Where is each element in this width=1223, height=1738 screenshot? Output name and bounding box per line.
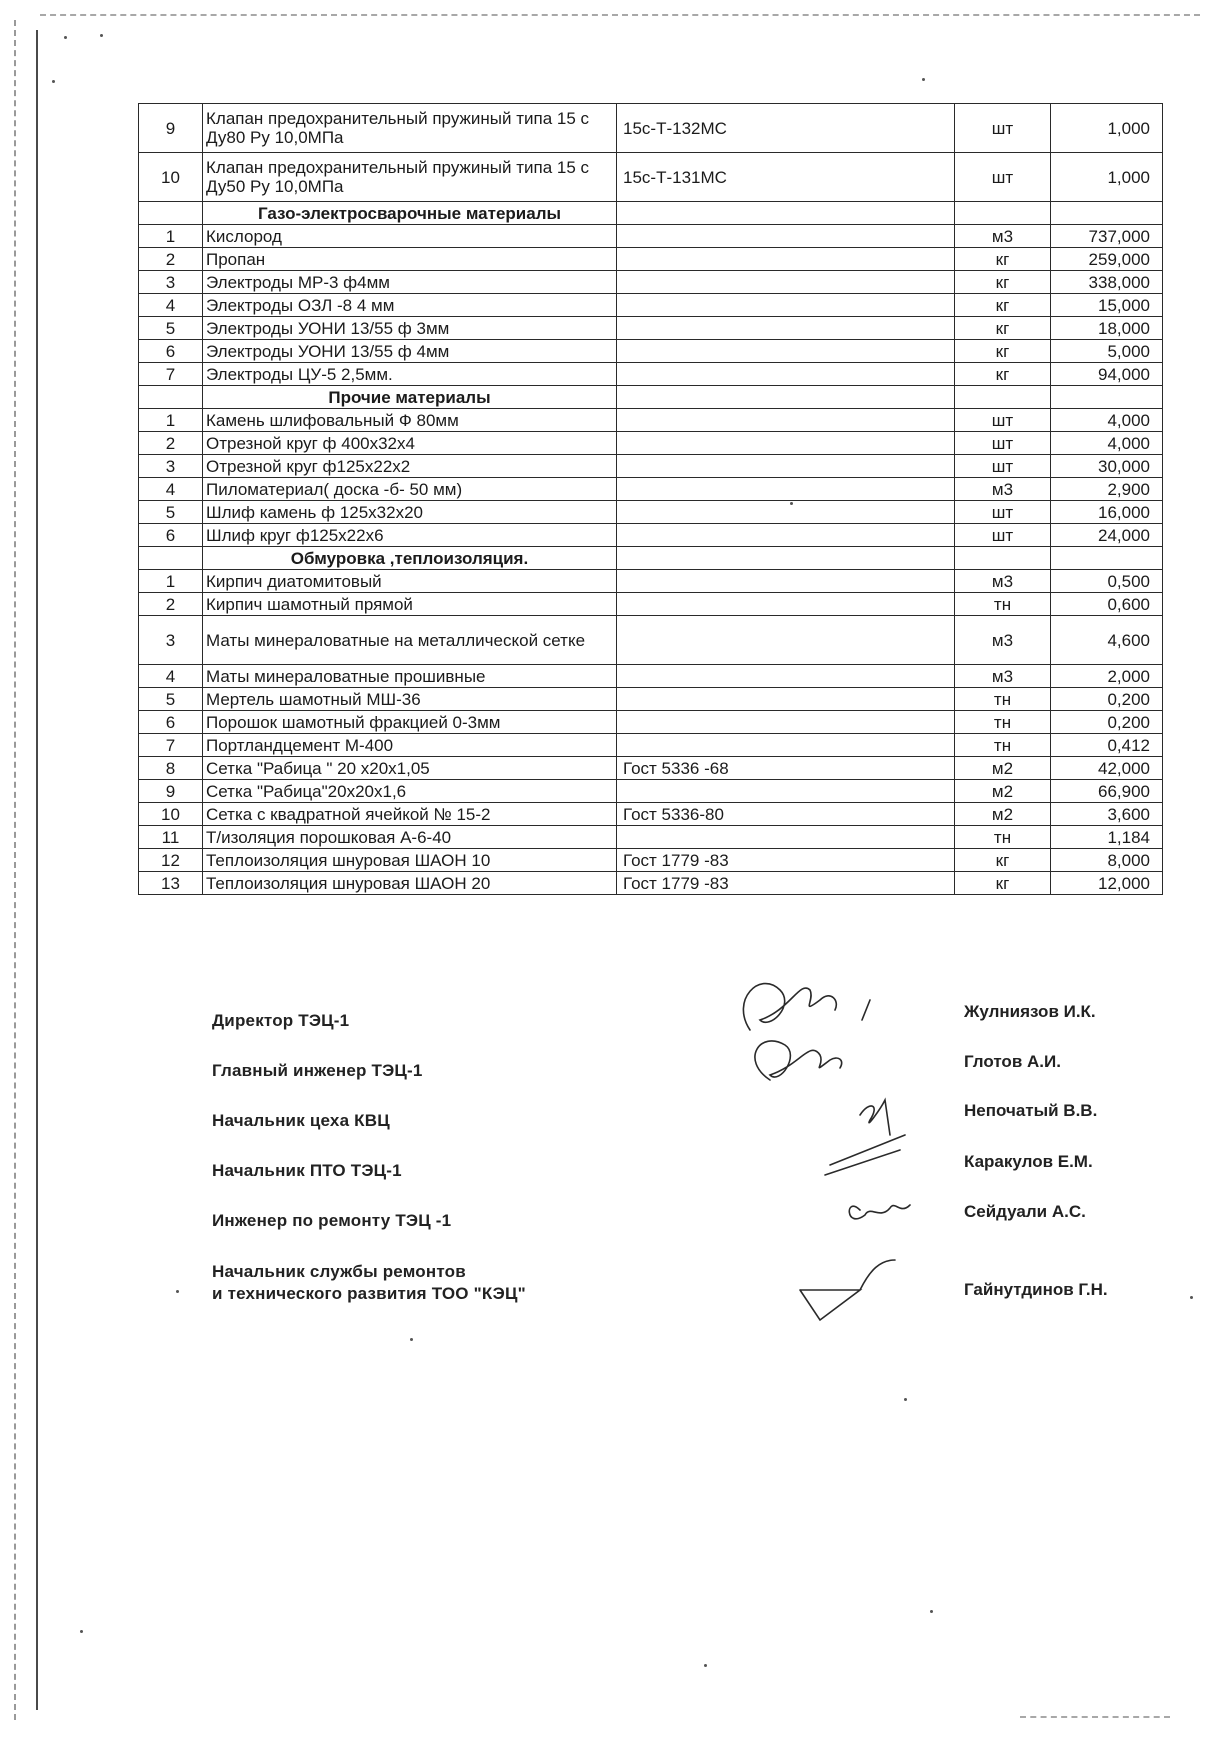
cell-name: Отрезной круг ф 400х32х4 [203,432,617,455]
scan-speck [64,36,67,39]
cell-quantity: 24,000 [1051,524,1163,547]
cell-name: Теплоизоляция шнуровая ШАОН 10 [203,849,617,872]
cell-name: Шлиф камень ф 125х32х20 [203,501,617,524]
table-row [139,826,1163,849]
cell-unit: м2 [955,780,1051,803]
cell-unit: шт [955,524,1051,547]
scan-speck [80,1630,83,1633]
role-head-repair-service-line2: и технического развития ТОО "КЭЦ" [212,1284,526,1303]
scan-speck [704,1664,707,1667]
scan-speck [922,78,925,81]
role-director: Директор ТЭЦ-1 [212,1011,350,1030]
cell-document [617,363,955,386]
cell-name: Клапан предохранительный пружиный типа 15 с Ду50 Ру 10,0МПа [203,153,617,202]
cell-unit: м3 [955,616,1051,665]
table-row [139,363,1163,386]
section-row [139,202,1163,225]
role-chief-engineer: Главный инженер ТЭЦ-1 [212,1061,423,1080]
cell-name: Клапан предохранительный пружиный типа 15 с Ду80 Ру 10,0МПа [203,104,617,153]
cell-number: 9 [139,104,203,153]
table-row [139,524,1163,547]
cell-unit: кг [955,317,1051,340]
cell-document [617,478,955,501]
section-title: Прочие материалы [203,386,617,409]
cell-unit [955,386,1051,409]
cell-name: Кирпич шамотный прямой [203,593,617,616]
cell-unit: кг [955,248,1051,271]
cell-name: Маты минераловатные на металлической сетке [203,616,617,665]
cell-unit: м3 [955,665,1051,688]
cell-unit: кг [955,294,1051,317]
cell-document [617,593,955,616]
cell-quantity: 42,000 [1051,757,1163,780]
cell-document [617,409,955,432]
table-row [139,225,1163,248]
scan-border-top [40,14,1200,16]
cell-name: Сетка с квадратной ячейкой № 15-2 [203,803,617,826]
materials-table-body [139,104,1163,895]
cell-number: 2 [139,432,203,455]
signature-director-tick [862,1000,870,1020]
cell-name: Электроды ЦУ-5 2,5мм. [203,363,617,386]
cell-document [617,501,955,524]
scan-border-left [14,20,16,1720]
table-row [139,153,1163,202]
cell-document: Гост 1779 -83 [617,872,955,895]
table-row [139,757,1163,780]
person-repair-engineer: Сейдуали А.С. [964,1202,1086,1221]
cell-quantity [1051,547,1163,570]
cell-number: 10 [139,153,203,202]
cell-unit: шт [955,409,1051,432]
cell-quantity: 66,900 [1051,780,1163,803]
cell-name: Сетка "Рабица " 20 х20х1,05 [203,757,617,780]
section-title: Обмуровка ,теплоизоляция. [203,547,617,570]
cell-name: Кислород [203,225,617,248]
cell-unit: шт [955,153,1051,202]
cell-document [617,317,955,340]
scan-speck [176,1290,179,1293]
cell-unit: м3 [955,225,1051,248]
cell-number: 1 [139,225,203,248]
table-row [139,593,1163,616]
cell-quantity [1051,202,1163,225]
cell-quantity: 0,500 [1051,570,1163,593]
cell-number [139,547,203,570]
cell-number: 10 [139,803,203,826]
cell-quantity: 737,000 [1051,225,1163,248]
cell-quantity: 12,000 [1051,872,1163,895]
cell-quantity [1051,386,1163,409]
cell-number: 6 [139,524,203,547]
cell-name: Отрезной круг ф125х22х2 [203,455,617,478]
cell-unit: тн [955,734,1051,757]
signature-repair-engineer [849,1205,910,1219]
cell-name: Т/изоляция порошковая А-6-40 [203,826,617,849]
cell-number: 3 [139,271,203,294]
cell-number: 4 [139,665,203,688]
cell-number [139,202,203,225]
table-row [139,711,1163,734]
table-row [139,340,1163,363]
table-row [139,409,1163,432]
cell-document [617,271,955,294]
cell-number: 7 [139,363,203,386]
table-row [139,849,1163,872]
cell-name: Пропан [203,248,617,271]
cell-name: Теплоизоляция шнуровая ШАОН 20 [203,872,617,895]
cell-unit: шт [955,455,1051,478]
cell-quantity: 2,900 [1051,478,1163,501]
cell-name: Сетка "Рабица"20х20х1,6 [203,780,617,803]
role-repair-engineer: Инженер по ремонту ТЭЦ -1 [212,1211,452,1230]
cell-number: 9 [139,780,203,803]
cell-number: 13 [139,872,203,895]
person-head-kvc: Непочатый В.В. [964,1101,1098,1120]
cell-number: 6 [139,711,203,734]
person-head-repair-service: Гайнутдинов Г.Н. [964,1280,1108,1299]
role-head-kvc: Начальник цеха КВЦ [212,1111,390,1130]
cell-number: 1 [139,570,203,593]
table-row [139,665,1163,688]
cell-quantity: 16,000 [1051,501,1163,524]
section-row [139,547,1163,570]
cell-document: 15с-Т-131МС [617,153,955,202]
cell-number: 11 [139,826,203,849]
signature-head-pto [825,1135,905,1175]
cell-unit: м3 [955,570,1051,593]
cell-quantity: 259,000 [1051,248,1163,271]
scan-speck [52,80,55,83]
cell-document: 15с-Т-132МС [617,104,955,153]
cell-document [617,616,955,665]
cell-name: Порошок шамотный фракцией 0-3мм [203,711,617,734]
cell-name: Мертель шамотный МШ-36 [203,688,617,711]
role-head-pto: Начальник ПТО ТЭЦ-1 [212,1161,402,1180]
cell-unit: м2 [955,757,1051,780]
cell-document [617,294,955,317]
person-director: Жулниязов И.К. [964,1002,1096,1021]
cell-name: Электроды УОНИ 13/55 ф 3мм [203,317,617,340]
cell-number: 3 [139,616,203,665]
cell-name: Пиломатериал( доска -б- 50 мм) [203,478,617,501]
table-row [139,780,1163,803]
cell-document: Гост 5336-80 [617,803,955,826]
table-row [139,455,1163,478]
cell-unit: шт [955,501,1051,524]
scan-speck [904,1398,907,1401]
cell-unit: кг [955,363,1051,386]
table-row [139,688,1163,711]
signature-head-kvc [860,1100,890,1135]
table-row [139,271,1163,294]
table-row [139,570,1163,593]
cell-unit: тн [955,688,1051,711]
cell-quantity: 4,600 [1051,616,1163,665]
cell-number: 7 [139,734,203,757]
cell-quantity: 94,000 [1051,363,1163,386]
cell-document [617,665,955,688]
cell-number: 6 [139,340,203,363]
table-row [139,294,1163,317]
cell-name: Шлиф круг ф125х22х6 [203,524,617,547]
table-row [139,616,1163,665]
cell-name: Маты минераловатные прошивные [203,665,617,688]
person-head-pto: Каракулов Е.М. [964,1152,1093,1171]
section-title: Газо-электросварочные материалы [203,202,617,225]
cell-name: Кирпич диатомитовый [203,570,617,593]
table-row [139,872,1163,895]
cell-document [617,432,955,455]
cell-document [617,386,955,409]
cell-number: 2 [139,593,203,616]
cell-quantity: 338,000 [1051,271,1163,294]
cell-quantity: 4,000 [1051,432,1163,455]
cell-name: Камень шлифовальный Ф 80мм [203,409,617,432]
cell-number: 12 [139,849,203,872]
cell-unit [955,547,1051,570]
cell-quantity: 30,000 [1051,455,1163,478]
cell-number: 1 [139,409,203,432]
cell-quantity: 0,200 [1051,711,1163,734]
cell-name: Электроды УОНИ 13/55 ф 4мм [203,340,617,363]
cell-unit: м2 [955,803,1051,826]
cell-document [617,734,955,757]
cell-quantity: 3,600 [1051,803,1163,826]
cell-quantity: 1,000 [1051,153,1163,202]
cell-quantity: 15,000 [1051,294,1163,317]
section-row [139,386,1163,409]
cell-number: 5 [139,317,203,340]
table-row [139,478,1163,501]
cell-number: 4 [139,478,203,501]
cell-number: 8 [139,757,203,780]
scan-border-bottom [1020,1716,1170,1718]
cell-number [139,386,203,409]
scan-speck [930,1610,933,1613]
cell-document [617,524,955,547]
table-row [139,248,1163,271]
table-row [139,501,1163,524]
materials-table [138,103,1163,895]
cell-document [617,547,955,570]
cell-unit: кг [955,271,1051,294]
cell-name: Электроды МР-3 ф4мм [203,271,617,294]
cell-quantity: 1,184 [1051,826,1163,849]
handwritten-signatures [720,960,980,1360]
signature-director [743,984,836,1030]
signature-head-repair-service [800,1260,895,1320]
scan-edge-line [36,30,38,1710]
cell-name: Электроды ОЗЛ -8 4 мм [203,294,617,317]
cell-quantity: 5,000 [1051,340,1163,363]
table-row [139,803,1163,826]
cell-document [617,248,955,271]
cell-document: Гост 5336 -68 [617,757,955,780]
cell-document [617,202,955,225]
cell-quantity: 2,000 [1051,665,1163,688]
cell-unit: тн [955,711,1051,734]
cell-name: Портландцемент М-400 [203,734,617,757]
cell-document [617,225,955,248]
cell-unit: тн [955,826,1051,849]
cell-unit: шт [955,432,1051,455]
cell-number: 4 [139,294,203,317]
cell-document [617,826,955,849]
cell-unit: кг [955,849,1051,872]
cell-document [617,340,955,363]
cell-number: 5 [139,501,203,524]
cell-unit [955,202,1051,225]
cell-document: Гост 1779 -83 [617,849,955,872]
person-chief-engineer: Глотов А.И. [964,1052,1061,1071]
cell-quantity: 4,000 [1051,409,1163,432]
cell-document [617,455,955,478]
table-row [139,734,1163,757]
cell-quantity: 18,000 [1051,317,1163,340]
cell-document [617,570,955,593]
cell-document [617,711,955,734]
cell-unit: кг [955,872,1051,895]
scan-speck [100,34,103,37]
cell-document [617,688,955,711]
cell-number: 5 [139,688,203,711]
cell-unit: шт [955,104,1051,153]
cell-unit: тн [955,593,1051,616]
signature-chief-engineer [755,1041,842,1080]
table-row [139,317,1163,340]
cell-number: 2 [139,248,203,271]
cell-quantity: 1,000 [1051,104,1163,153]
role-head-repair-service: Начальник службы ремонтов [212,1262,466,1281]
scan-speck [410,1338,413,1341]
cell-unit: кг [955,340,1051,363]
cell-quantity: 0,600 [1051,593,1163,616]
table-row [139,104,1163,153]
cell-unit: м3 [955,478,1051,501]
table-row [139,432,1163,455]
cell-document [617,780,955,803]
scan-speck [1190,1296,1193,1299]
cell-quantity: 0,412 [1051,734,1163,757]
cell-number: 3 [139,455,203,478]
cell-quantity: 8,000 [1051,849,1163,872]
cell-quantity: 0,200 [1051,688,1163,711]
